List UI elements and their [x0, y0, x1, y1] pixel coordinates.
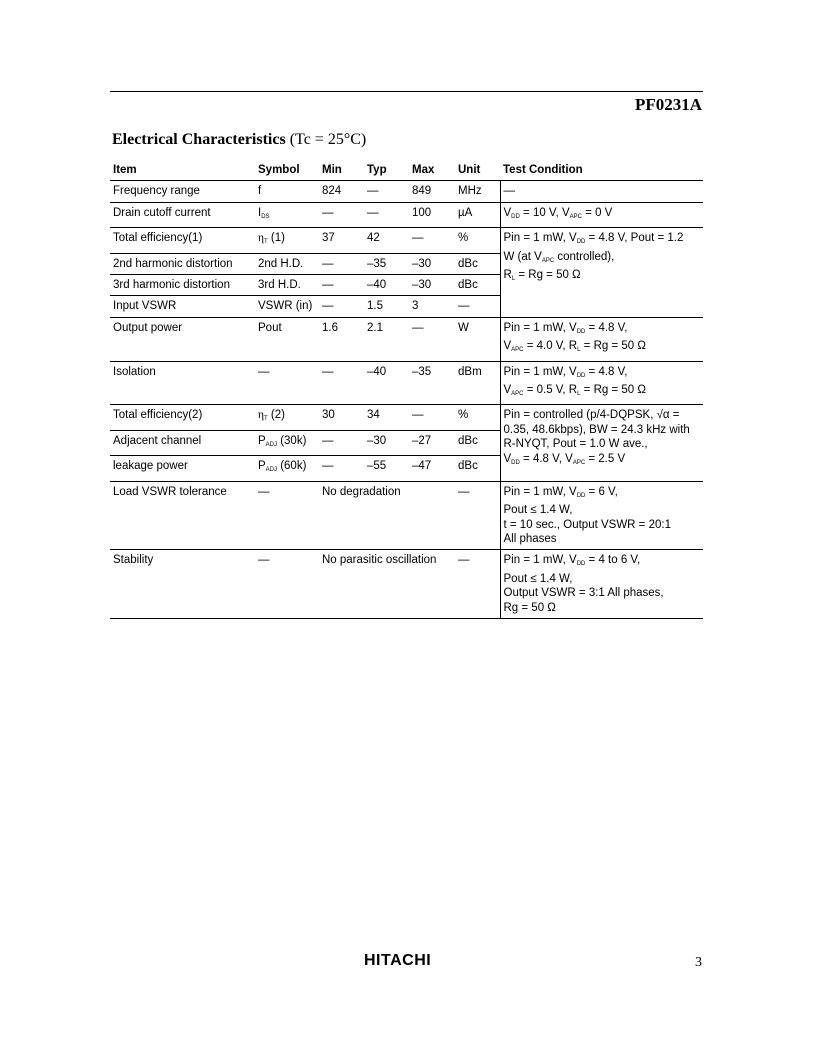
unit-cell: dBc: [458, 434, 478, 447]
typ-cell: 42: [367, 232, 380, 245]
max-cell: 3: [412, 300, 419, 313]
typ-cell: 34: [367, 409, 380, 422]
table-header-row: [110, 160, 703, 181]
item-cell: Isolation: [113, 365, 156, 378]
table-row: [110, 405, 703, 430]
section-heading: Electrical Characteristics: [112, 131, 286, 148]
min-cell: —: [322, 206, 334, 219]
max-cell: –30: [412, 257, 432, 270]
condition-cell: Pin = 1 mW, $V_{DD} = 4.8$ V, $V_{APC} = 4.0$ V, $R_L = Rg = 50$ Ω: [500, 317, 703, 361]
unit-cell: MHz: [458, 185, 482, 198]
table-row: [110, 228, 703, 253]
symbol-cell: Pout: [258, 321, 282, 334]
spec-span-cell: No degradation: [322, 485, 401, 498]
item-cell: Stability: [113, 554, 154, 567]
unit-cell: W: [458, 321, 469, 334]
page-number: 3: [695, 955, 702, 970]
item-cell: Output power: [113, 321, 183, 334]
min-cell: —: [322, 257, 334, 270]
min-cell: —: [322, 300, 334, 313]
condition-cell: Pin = 1 mW, $V_{DD} = 4.8$ V, Pout = 1.2 W (at $V_{APC}$ controlled), $R_L = Rg = 50$ Ω: [500, 228, 703, 318]
max-cell: —: [412, 409, 424, 422]
item-cell: Input VSWR: [113, 300, 177, 313]
max-cell: —: [412, 232, 424, 245]
brand-logo-text: HITACHI: [364, 952, 432, 969]
condition-cell: Pin = 1 mW, $V_{DD} = 4.8$ V, $V_{APC} = 0.5$ V, $R_L = Rg = 50$ Ω: [500, 361, 703, 405]
item-cell: Frequency range: [113, 185, 200, 198]
column-header: Unit: [458, 164, 481, 176]
unit-cell: dBc: [458, 460, 478, 473]
min-cell: 1.6: [322, 321, 338, 334]
symbol-cell: $P_{ADJ}$ (60k): [258, 460, 307, 474]
typ-cell: –30: [367, 434, 387, 447]
column-header: Item: [113, 164, 137, 176]
item-cell: 3rd harmonic distortion: [113, 279, 230, 292]
column-header: Min: [322, 164, 342, 176]
item-cell: Adjacent channel: [113, 434, 202, 447]
table-row: [110, 202, 703, 227]
symbol-cell: $P_{ADJ}$ (30k): [258, 434, 307, 448]
symbol-cell: $\eta_T$ (2): [258, 409, 285, 423]
max-cell: —: [412, 321, 424, 334]
condition-cell: Pin = 1 mW, $V_{DD} = 4$ to 6 V, Pout ≤ 1.4 W, Output VSWR = 3:1 All phases, Rg = 50 Ω: [500, 550, 703, 619]
typ-cell: –40: [367, 279, 387, 292]
unit-cell: —: [458, 300, 470, 313]
part-number: PF0231A: [634, 95, 702, 114]
symbol-cell: $I_{DS}$: [258, 206, 270, 220]
electrical-characteristics-table: [110, 160, 703, 619]
item-cell: leakage power: [113, 460, 188, 473]
symbol-cell: —: [258, 554, 270, 567]
typ-cell: –40: [367, 365, 387, 378]
typ-cell: –55: [367, 460, 387, 473]
item-cell: Drain cutoff current: [113, 206, 211, 219]
unit-cell: dBm: [458, 365, 482, 378]
min-cell: —: [322, 460, 334, 473]
unit-cell: %: [458, 232, 469, 245]
typ-cell: –35: [367, 257, 387, 270]
unit-cell: dBc: [458, 257, 478, 270]
typ-cell: 2.1: [367, 321, 383, 334]
symbol-cell: 3rd H.D.: [258, 279, 301, 292]
item-cell: Total efficiency(1): [113, 232, 203, 245]
condition-cell: —: [500, 181, 703, 202]
unit-cell: µA: [458, 206, 473, 219]
condition-cell: $V_{DD} = 10$ V, $V_{APC} = 0$ V: [500, 202, 703, 227]
symbol-cell: —: [258, 365, 270, 378]
header-rule: [110, 91, 703, 92]
unit-cell: dBc: [458, 279, 478, 292]
condition-cell: Pin = 1 mW, $V_{DD} = 6$ V, Pout ≤ 1.4 W, t = 10 sec., Output VSWR = 20:1 All phases: [500, 481, 703, 550]
table-row: [110, 317, 703, 361]
unit-cell: —: [458, 485, 470, 498]
min-cell: —: [322, 434, 334, 447]
table-row: [110, 181, 703, 202]
column-header: Test Condition: [503, 164, 583, 176]
section-condition: (Tc = 25°C): [289, 131, 367, 148]
max-cell: 849: [412, 185, 432, 198]
symbol-cell: $\eta_T$ (1): [258, 232, 285, 246]
table-row: [110, 481, 703, 550]
item-cell: Total efficiency(2): [113, 409, 203, 422]
typ-cell: 1.5: [367, 300, 383, 313]
symbol-cell: f: [258, 185, 262, 198]
section-title: [112, 131, 366, 149]
typ-cell: —: [367, 185, 379, 198]
max-cell: –27: [412, 434, 432, 447]
column-header: Max: [412, 164, 435, 176]
min-cell: 30: [322, 409, 335, 422]
min-cell: 824: [322, 185, 342, 198]
symbol-cell: 2nd H.D.: [258, 257, 304, 270]
max-cell: –35: [412, 365, 432, 378]
min-cell: —: [322, 365, 334, 378]
max-cell: 100: [412, 206, 432, 219]
condition-cell: Pin = controlled (p/4-DQPSK, √α = 0.35, 48.6kbps), BW = 24.3 kHz with R-NYQT, Pout = 1.0 W ave., $V_{DD} = 4.8$ V, $V_{APC} = 2.5$ V: [500, 405, 703, 481]
unit-cell: —: [458, 554, 470, 567]
min-cell: 37: [322, 232, 335, 245]
column-header: Symbol: [258, 164, 300, 176]
column-header: Typ: [367, 164, 387, 176]
table-row: [110, 550, 703, 619]
max-cell: –30: [412, 279, 432, 292]
unit-cell: %: [458, 409, 469, 422]
item-cell: 2nd harmonic distortion: [113, 257, 233, 270]
spec-span-cell: No parasitic oscillation: [322, 554, 437, 567]
symbol-cell: VSWR (in): [258, 300, 313, 313]
symbol-cell: —: [258, 485, 270, 498]
item-cell: Load VSWR tolerance: [113, 485, 227, 498]
table-row: [110, 361, 703, 405]
max-cell: –47: [412, 460, 432, 473]
typ-cell: —: [367, 206, 379, 219]
min-cell: —: [322, 279, 334, 292]
